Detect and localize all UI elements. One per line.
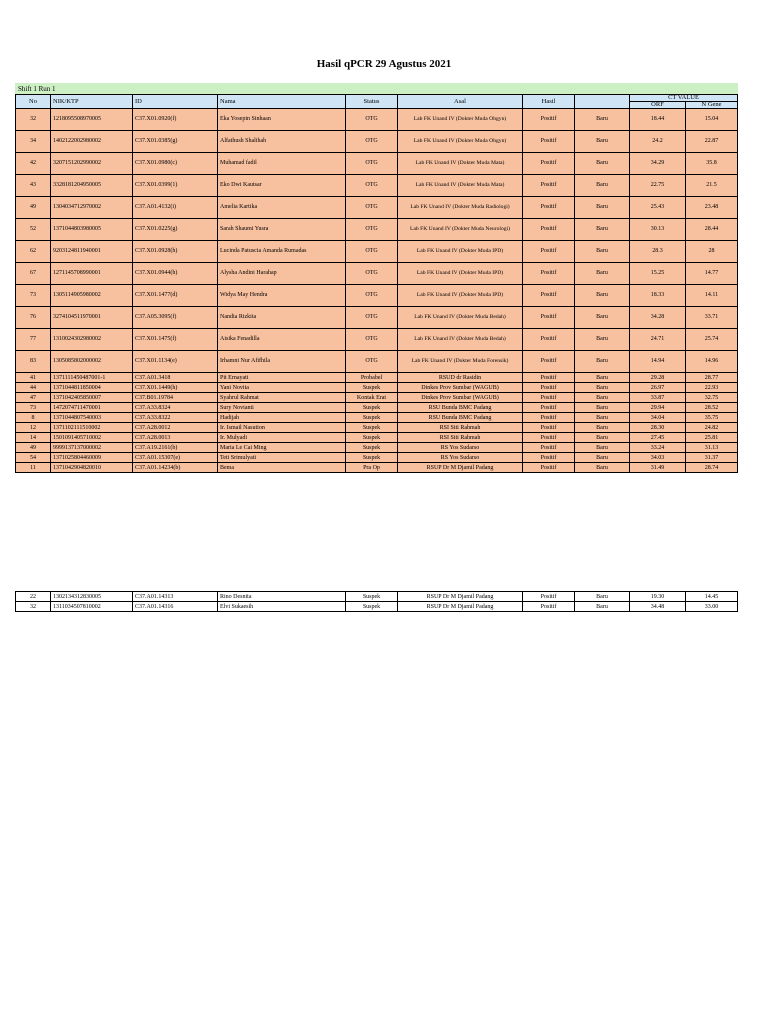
row-hasil: Positif [523, 413, 575, 423]
row-no: 77 [16, 329, 51, 351]
row-nama: Sury Novianti [218, 403, 346, 413]
row-hasil: Positif [523, 307, 575, 329]
shift-label-row [16, 84, 738, 95]
row-ngene: 28.77 [686, 373, 738, 383]
shift-label: Shift 1 Run 1 [16, 84, 738, 95]
row-asal: RSI Siti Rahmah [398, 433, 523, 443]
row-status: OTG [346, 219, 398, 241]
row-id: C37.A28.0012 [133, 423, 218, 433]
table-row [16, 602, 738, 612]
table-row [16, 329, 738, 351]
row-nama: Aisika Fenadilla [218, 329, 346, 351]
row-nama: Amelia Kartika [218, 197, 346, 219]
row-status: OTG [346, 307, 398, 329]
row-ngene: 28.74 [686, 463, 738, 473]
row-asal: RSUP Dr M Djamil Padang [398, 602, 523, 612]
row-nik: 1302134312830005 [51, 592, 133, 602]
row-no: 62 [16, 241, 51, 263]
row-ngene: 25.74 [686, 329, 738, 351]
row-id: C37.A01.15307(e) [133, 453, 218, 463]
row-nik: 1371102111510002 [51, 423, 133, 433]
row-id: C37.A33.8324 [133, 403, 218, 413]
row-id: C37.X01.1477(d) [133, 285, 218, 307]
row-nik: 1304034712970002 [51, 197, 133, 219]
row-keterangan: Baru [575, 285, 630, 307]
table-row [16, 453, 738, 463]
row-asal: RS Yos Sudarso [398, 443, 523, 453]
row-status: Suspek [346, 413, 398, 423]
row-status: Suspek [346, 383, 398, 393]
row-no: 49 [16, 443, 51, 453]
row-ngene: 28.44 [686, 219, 738, 241]
row-no: 34 [16, 131, 51, 153]
row-nama: Hadijah [218, 413, 346, 423]
table-row [16, 413, 738, 423]
row-asal: RSU Bunda BMC Padang [398, 403, 523, 413]
row-nik: 3328181204950005 [51, 175, 133, 197]
row-id: C37.B01.19784 [133, 393, 218, 403]
row-asal: Dinkes Prov Sumbar (WAGUB) [398, 393, 523, 403]
row-id: C37.X01.0920(f) [133, 109, 218, 131]
table-row [16, 403, 738, 413]
row-keterangan: Baru [575, 373, 630, 383]
row-nama: Nandia Rizkita [218, 307, 346, 329]
results-table [15, 83, 738, 473]
row-no: 76 [16, 307, 51, 329]
row-nama: Alysha Andini Harahap [218, 263, 346, 285]
row-no: 73 [16, 403, 51, 413]
row-nik: 1371042904820010 [51, 463, 133, 473]
row-nik: 1501091405710002 [51, 433, 133, 443]
row-orf: 33.87 [630, 393, 686, 403]
row-ngene: 28.52 [686, 403, 738, 413]
row-hasil: Positif [523, 219, 575, 241]
row-nik: 1371111450487001-1 [51, 373, 133, 383]
row-hasil: Positif [523, 285, 575, 307]
row-keterangan: Baru [575, 263, 630, 285]
row-status: Suspek [346, 433, 398, 443]
row-nama: Syahrul Rahmat [218, 393, 346, 403]
header-asal: Asal [398, 95, 523, 109]
row-hasil: Positif [523, 393, 575, 403]
table-row [16, 131, 738, 153]
table-row [16, 443, 738, 453]
row-no: 11 [16, 463, 51, 473]
row-hasil: Positif [523, 592, 575, 602]
row-orf: 31.49 [630, 463, 686, 473]
row-id: C37.A05.3095(f) [133, 307, 218, 329]
row-id: C37.X01.0225(g) [133, 219, 218, 241]
row-keterangan: Baru [575, 175, 630, 197]
row-keterangan: Baru [575, 453, 630, 463]
row-orf: 29.28 [630, 373, 686, 383]
row-status: OTG [346, 197, 398, 219]
row-nik: 1311034507810002 [51, 602, 133, 612]
row-status: Suspek [346, 403, 398, 413]
row-nama: Ir. Mulyadi [218, 433, 346, 443]
row-orf: 30.13 [630, 219, 686, 241]
row-hasil: Positif [523, 109, 575, 131]
row-asal: Lab FK Unand IV (Dokter Muda Mata) [398, 153, 523, 175]
row-keterangan: Baru [575, 592, 630, 602]
page-title: Hasil qPCR 29 Agustus 2021 [316, 58, 452, 70]
row-keterangan: Baru [575, 351, 630, 373]
row-id: C37.A01.4132(i) [133, 197, 218, 219]
row-no: 41 [16, 373, 51, 383]
row-id: C37.A19.2161(b) [133, 443, 218, 453]
row-orf: 34.03 [630, 453, 686, 463]
row-nik: 1218095508970005 [51, 109, 133, 131]
row-asal: Lab FK Unand IV (Dokter Muda Neurologi) [398, 219, 523, 241]
row-keterangan: Baru [575, 423, 630, 433]
row-no: 14 [16, 433, 51, 443]
row-hasil: Positif [523, 131, 575, 153]
row-nik: 1271145708990001 [51, 263, 133, 285]
row-keterangan: Baru [575, 307, 630, 329]
row-asal: Lab FK Unand IV (Dokter Muda IPD) [398, 263, 523, 285]
row-hasil: Positif [523, 175, 575, 197]
row-keterangan: Baru [575, 109, 630, 131]
row-keterangan: Baru [575, 241, 630, 263]
row-ngene: 14.45 [686, 592, 738, 602]
row-no: 43 [16, 175, 51, 197]
row-status: Suspek [346, 453, 398, 463]
row-asal: RSUD dr Rasidin [398, 373, 523, 383]
table-row [16, 423, 738, 433]
row-hasil: Positif [523, 602, 575, 612]
row-nik: 1371042405850007 [51, 393, 133, 403]
row-status: Suspek [346, 443, 398, 453]
row-keterangan: Baru [575, 383, 630, 393]
row-ngene: 23.48 [686, 197, 738, 219]
row-orf: 25.43 [630, 197, 686, 219]
row-status: OTG [346, 351, 398, 373]
row-asal: Lab FK Unand IV (Dokter Muda Bedah) [398, 307, 523, 329]
row-asal: Lab FK Unand IV (Dokter Muda Forensik) [398, 351, 523, 373]
row-ngene: 31.13 [686, 443, 738, 453]
row-hasil: Positif [523, 329, 575, 351]
row-status: Pra Op [346, 463, 398, 473]
row-keterangan: Baru [575, 153, 630, 175]
row-keterangan: Baru [575, 463, 630, 473]
row-no: 12 [16, 423, 51, 433]
row-orf: 29.94 [630, 403, 686, 413]
row-asal: RSUP Dr M Djamil Padang [398, 592, 523, 602]
row-orf: 18.33 [630, 285, 686, 307]
row-no: 47 [16, 393, 51, 403]
row-status: Suspek [346, 423, 398, 433]
table-row [16, 153, 738, 175]
row-id: C37.X01.0385(g) [133, 131, 218, 153]
row-ngene: 14.96 [686, 351, 738, 373]
row-asal: Lab FK Unand IV (Dokter Muda Mata) [398, 175, 523, 197]
row-no: 32 [16, 602, 51, 612]
row-nama: Teti Srimulyati [218, 453, 346, 463]
row-ngene: 35.75 [686, 413, 738, 423]
row-orf: 28.30 [630, 423, 686, 433]
row-nama: Eko Dwi Kautsar [218, 175, 346, 197]
table-row [16, 373, 738, 383]
row-hasil: Positif [523, 383, 575, 393]
row-nama: Rino Desnita [218, 592, 346, 602]
table-row [16, 433, 738, 443]
row-ngene: 32.75 [686, 393, 738, 403]
row-id: C37.A28.0013 [133, 433, 218, 443]
row-status: Kontak Erat [346, 393, 398, 403]
row-hasil: Positif [523, 443, 575, 453]
row-no: 73 [16, 285, 51, 307]
row-orf: 15.25 [630, 263, 686, 285]
header-ngene: N Gene [686, 102, 738, 109]
row-ngene: 31.37 [686, 453, 738, 463]
row-keterangan: Baru [575, 329, 630, 351]
row-nik: 1305114905980002 [51, 285, 133, 307]
row-ngene: 14.11 [686, 285, 738, 307]
row-keterangan: Baru [575, 602, 630, 612]
row-nik: 1371025804460009 [51, 453, 133, 463]
row-nama: Elvi Sukaesih [218, 602, 346, 612]
table-row [16, 592, 738, 602]
row-nama: Bema [218, 463, 346, 473]
row-hasil: Positif [523, 463, 575, 473]
header-no: No [16, 95, 51, 109]
row-no: 83 [16, 351, 51, 373]
row-nama: Widya May Hendra [218, 285, 346, 307]
row-ngene: 33.71 [686, 307, 738, 329]
row-status: OTG [346, 109, 398, 131]
row-orf: 22.75 [630, 175, 686, 197]
row-ngene: 22.87 [686, 131, 738, 153]
row-keterangan: Baru [575, 413, 630, 423]
row-hasil: Positif [523, 453, 575, 463]
row-ngene: 21.5 [686, 175, 738, 197]
row-keterangan: Baru [575, 403, 630, 413]
row-ngene: 22.93 [686, 383, 738, 393]
row-id: C37.A01.14316 [133, 602, 218, 612]
row-no: 49 [16, 197, 51, 219]
row-asal: Dinkes Prov Sumbar (WAGUB) [398, 383, 523, 393]
header-orf: ORF [630, 102, 686, 109]
header-status: Status [346, 95, 398, 109]
row-id: C37.X01.0980(c) [133, 153, 218, 175]
row-nama: Irhamni Nur Afifhila [218, 351, 346, 373]
row-ngene: 28 [686, 241, 738, 263]
row-asal: Lab FK Unand IV (Dokter Muda Obgyn) [398, 109, 523, 131]
row-orf: 24.71 [630, 329, 686, 351]
row-id: C37.X01.0944(h) [133, 263, 218, 285]
row-keterangan: Baru [575, 393, 630, 403]
row-id: C37.X01.1449(h) [133, 383, 218, 393]
table-row [16, 393, 738, 403]
row-hasil: Positif [523, 263, 575, 285]
row-asal: RSI Siti Rahmah [398, 423, 523, 433]
row-hasil: Positif [523, 197, 575, 219]
row-no: 22 [16, 592, 51, 602]
header-nik: NIK/KTP [51, 95, 133, 109]
row-asal: RS Yos Sudarso [398, 453, 523, 463]
table-row [16, 175, 738, 197]
row-orf: 24.2 [630, 131, 686, 153]
row-nik: 1371044807540003 [51, 413, 133, 423]
row-asal: Lab FK Unand IV (Dokter Muda Radiologi) [398, 197, 523, 219]
row-status: OTG [346, 175, 398, 197]
row-asal: Lab FK Unand IV (Dokter Muda IPD) [398, 241, 523, 263]
row-no: 67 [16, 263, 51, 285]
row-nik: 1472074711470001 [51, 403, 133, 413]
row-status: Probabel [346, 373, 398, 383]
row-orf: 19.30 [630, 592, 686, 602]
row-keterangan: Baru [575, 219, 630, 241]
row-orf: 28.3 [630, 241, 686, 263]
row-nik: 3274104511970001 [51, 307, 133, 329]
row-keterangan: Baru [575, 197, 630, 219]
row-orf: 26.97 [630, 383, 686, 393]
row-status: OTG [346, 131, 398, 153]
row-status: OTG [346, 153, 398, 175]
row-asal: RSU Bunda BMC Padang [398, 413, 523, 423]
row-asal: Lab FK Unand IV (Dokter Muda IPD) [398, 285, 523, 307]
row-orf: 27.45 [630, 433, 686, 443]
table-row [16, 351, 738, 373]
row-orf: 14.94 [630, 351, 686, 373]
row-id: C37.A01.14313 [133, 592, 218, 602]
row-id: C37.X01.1475(f) [133, 329, 218, 351]
row-no: 52 [16, 219, 51, 241]
extra-results-table [15, 591, 738, 612]
row-nama: Yani Novita [218, 383, 346, 393]
row-ngene: 14.77 [686, 263, 738, 285]
row-status: OTG [346, 329, 398, 351]
row-orf: 33.24 [630, 443, 686, 453]
row-status: Suspek [346, 602, 398, 612]
header-nama: Nama [218, 95, 346, 109]
row-hasil: Positif [523, 153, 575, 175]
row-no: 54 [16, 453, 51, 463]
row-status: OTG [346, 263, 398, 285]
row-nik: 1371044811850004 [51, 383, 133, 393]
row-nama: Sarah Shaumi Yusra [218, 219, 346, 241]
row-no: 32 [16, 109, 51, 131]
row-no: 44 [16, 383, 51, 393]
row-status: OTG [346, 285, 398, 307]
row-hasil: Positif [523, 423, 575, 433]
table-row [16, 263, 738, 285]
row-orf: 18.44 [630, 109, 686, 131]
row-hasil: Positif [523, 241, 575, 263]
row-ngene: 24.82 [686, 423, 738, 433]
header-row-1 [16, 95, 738, 102]
row-orf: 34.28 [630, 307, 686, 329]
row-nama: Ir. Ismail Nasution [218, 423, 346, 433]
table-row [16, 241, 738, 263]
table-row [16, 285, 738, 307]
row-nik: 1402122002980002 [51, 131, 133, 153]
row-keterangan: Baru [575, 433, 630, 443]
table-row [16, 197, 738, 219]
row-ngene: 35.8 [686, 153, 738, 175]
header-ct-value: CT VALUE [630, 95, 738, 102]
row-orf: 34.48 [630, 602, 686, 612]
row-nik: 9203124811940001 [51, 241, 133, 263]
table-row [16, 307, 738, 329]
table-row [16, 383, 738, 393]
row-nik: 9999137137000002 [51, 443, 133, 453]
row-asal: Lab FK Unand IV (Dokter Muda Obgyn) [398, 131, 523, 153]
row-nik: 1305085802000002 [51, 351, 133, 373]
row-id: C37.X01.1134(e) [133, 351, 218, 373]
table-row [16, 219, 738, 241]
row-keterangan: Baru [575, 131, 630, 153]
header-blank [575, 95, 630, 109]
row-asal: Lab FK Unand IV (Dokter Muda Bedah) [398, 329, 523, 351]
row-id: C37.A01.14234(b) [133, 463, 218, 473]
table-row [16, 109, 738, 131]
row-hasil: Positif [523, 433, 575, 443]
row-id: C37.X01.0928(h) [133, 241, 218, 263]
row-no: 42 [16, 153, 51, 175]
row-nik: 3207151202990002 [51, 153, 133, 175]
row-nama: Maria Le Cai Ming [218, 443, 346, 453]
header-id: ID [133, 95, 218, 109]
row-keterangan: Baru [575, 443, 630, 453]
row-ngene: 15.04 [686, 109, 738, 131]
row-asal: RSUP Dr M Djamil Padang [398, 463, 523, 473]
row-status: Suspek [346, 592, 398, 602]
row-hasil: Positif [523, 351, 575, 373]
row-ngene: 33.00 [686, 602, 738, 612]
row-nama: Eka Yosepin Sinhaan [218, 109, 346, 131]
row-orf: 34.04 [630, 413, 686, 423]
row-orf: 34.29 [630, 153, 686, 175]
row-ngene: 25.81 [686, 433, 738, 443]
row-id: C37.X01.0399(1) [133, 175, 218, 197]
table-row [16, 463, 738, 473]
row-nik: 1310024302980002 [51, 329, 133, 351]
row-hasil: Positif [523, 373, 575, 383]
row-no: 8 [16, 413, 51, 423]
row-id: C37.A01.3418 [133, 373, 218, 383]
row-nama: Alfathush Shalihah [218, 131, 346, 153]
row-status: OTG [346, 241, 398, 263]
row-nama: Muhamad fadil [218, 153, 346, 175]
row-nama: Pit Ernayati [218, 373, 346, 383]
row-id: C37.A33.8322 [133, 413, 218, 423]
row-hasil: Positif [523, 403, 575, 413]
row-nama: Lucinda Patuscia Amanda Rumadas [218, 241, 346, 263]
row-nik: 1371044803980005 [51, 219, 133, 241]
header-hasil: Hasil [523, 95, 575, 109]
